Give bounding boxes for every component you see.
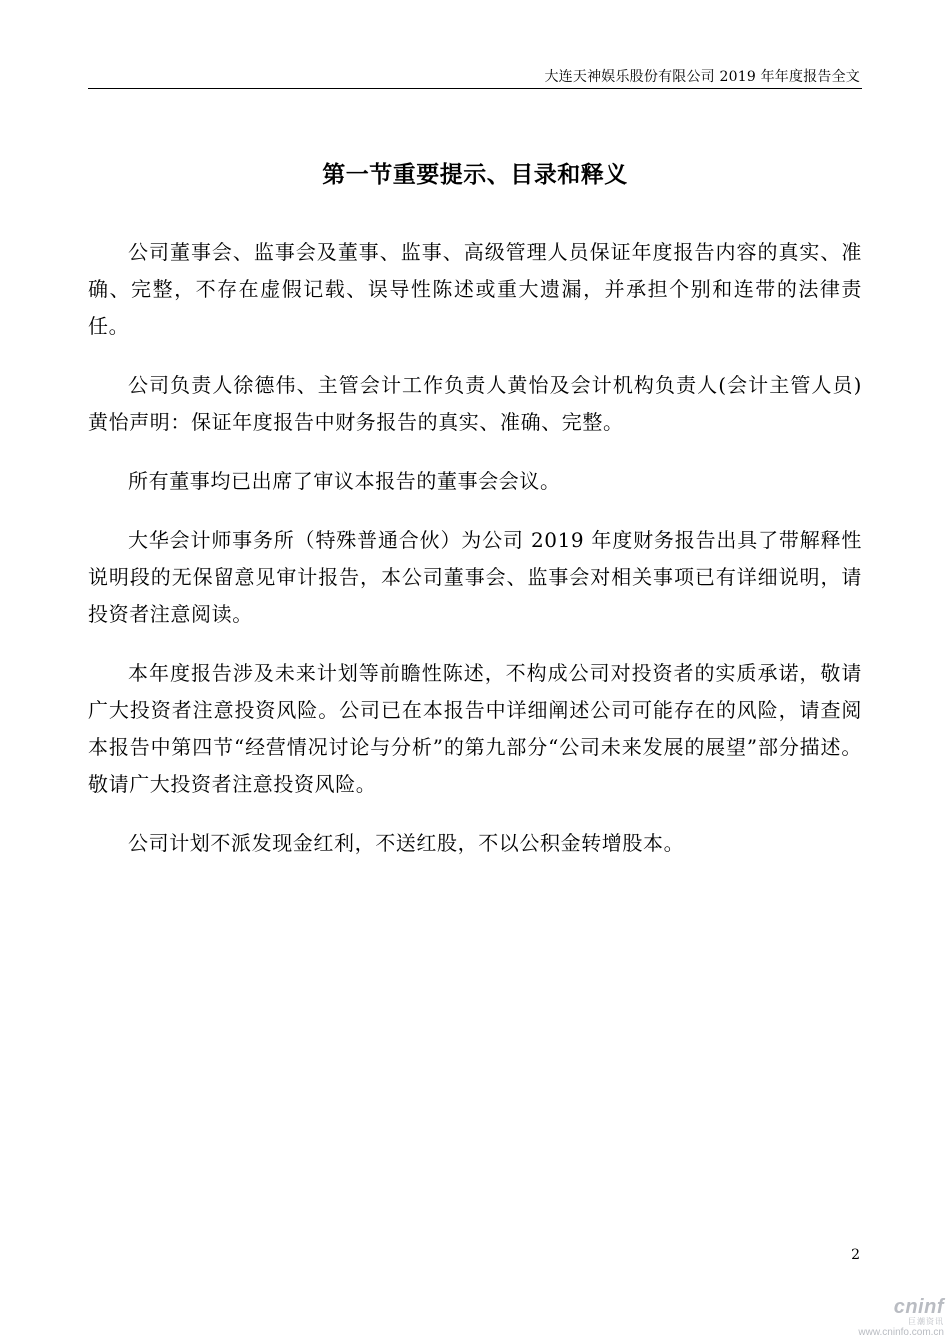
page-number: 2: [851, 1247, 860, 1263]
paragraph-audit-opinion: 大华会计师事务所（特殊普通合伙）为公司 2019 年度财务报告出具了带解释性说明段的无保留意见审计报告，本公司董事会、监事会对相关事项已有详细说明，请投资者注意阅读。: [88, 528, 862, 626]
watermark-logo: cninf: [893, 1296, 944, 1318]
body-content: [88, 234, 862, 884]
watermark-subtitle: 巨潮资讯: [908, 1317, 944, 1326]
section-title: 第一节重要提示、目录和释义: [322, 161, 628, 188]
running-header: 大连天神娱乐股份有限公司 2019 年年度报告全文: [544, 69, 860, 85]
paragraph-forward-looking-risk: 本年度报告涉及未来计划等前瞻性陈述，不构成公司对投资者的实质承诺，敬请广大投资者注意投资风险。公司已在本报告中详细阐述公司可能存在的风险，请查阅本报告中第四节“经营情况讨论与分析”的第九部分“公司未来发展的展望”部分描述。敬请广大投资者注意投资风险。: [88, 661, 862, 796]
cninfo-watermark: [858, 1297, 944, 1338]
paragraph-dividend-plan: 公司计划不派发现金红利，不送红股，不以公积金转增股本。: [128, 831, 685, 855]
paragraph-board-attendance: 所有董事均已出席了审议本报告的董事会会议。: [128, 469, 561, 493]
paragraph-financial-statement-declaration: 公司负责人徐德伟、主管会计工作负责人黄怡及会计机构负责人(会计主管人员)黄怡声明：保证年度报告中财务报告的真实、准确、完整。: [88, 373, 862, 434]
header-divider: [88, 88, 862, 89]
paragraph-responsibility: 公司董事会、监事会及董事、监事、高级管理人员保证年度报告内容的真实、准确、完整，不存在虚假记载、误导性陈述或重大遗漏，并承担个别和连带的法律责任。: [88, 240, 862, 338]
watermark-url: www.cninfo.com.cn: [858, 1327, 944, 1338]
